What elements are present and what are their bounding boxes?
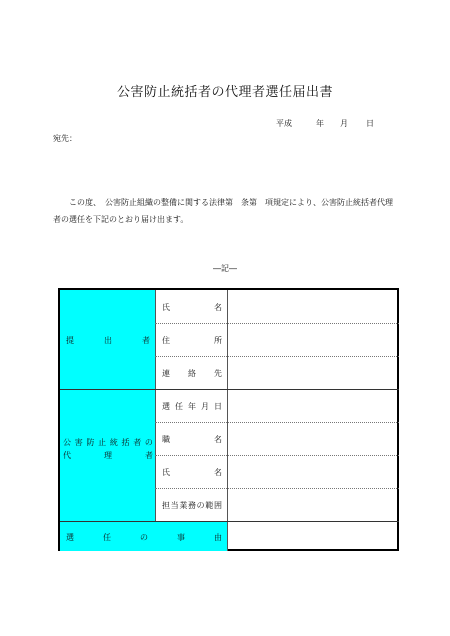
- recipient-label: 宛先：: [53, 134, 77, 143]
- body-paragraph: この度、 公害防止組織の整備に関する法律第 条第 項規定により、公害防止統括者代理者の選任を下記のとおり届け出ます。: [53, 198, 393, 224]
- deputy-group-label-line1: 公 害 防 止 統 括 者 の: [63, 438, 153, 447]
- submitter-group-label: 提 出 者: [66, 336, 150, 345]
- field-label-contact: 連 絡 先: [162, 369, 222, 378]
- field-label-appointment-date: 選 任 年 月 日: [162, 402, 222, 411]
- contact-value-cell[interactable]: [228, 356, 399, 389]
- date-era: 平成: [276, 119, 292, 128]
- document-title: 公害防止統括者の代理者選任届出書: [116, 85, 333, 100]
- field-label-deputy-name: 氏 名: [162, 468, 222, 477]
- field-label-name: 氏 名: [162, 303, 222, 312]
- field-label-address: 住 所: [162, 336, 222, 345]
- deputy-group-label-line2: 代 理 者: [63, 451, 153, 460]
- deputy-name-value-cell[interactable]: [228, 455, 399, 488]
- duty-scope-value-cell[interactable]: [228, 488, 399, 521]
- ki-heading: ―記―: [213, 264, 237, 273]
- position-value-cell[interactable]: [228, 422, 399, 455]
- date-month: 月: [340, 119, 348, 128]
- field-label-position: 職 名: [162, 435, 222, 444]
- notification-form: [58, 288, 399, 551]
- reason-value-cell[interactable]: [228, 521, 399, 551]
- name-value-cell[interactable]: [228, 290, 399, 323]
- date-day: 日: [366, 119, 374, 128]
- reason-label: 選 任 の 事 由: [66, 533, 222, 542]
- column-divider-1: [155, 290, 156, 521]
- address-value-cell[interactable]: [228, 323, 399, 356]
- appointment-date-value-cell[interactable]: [228, 389, 399, 422]
- date-year: 年: [316, 119, 324, 128]
- field-label-duty-scope: 担 当 業 務 の 範 囲: [162, 501, 222, 510]
